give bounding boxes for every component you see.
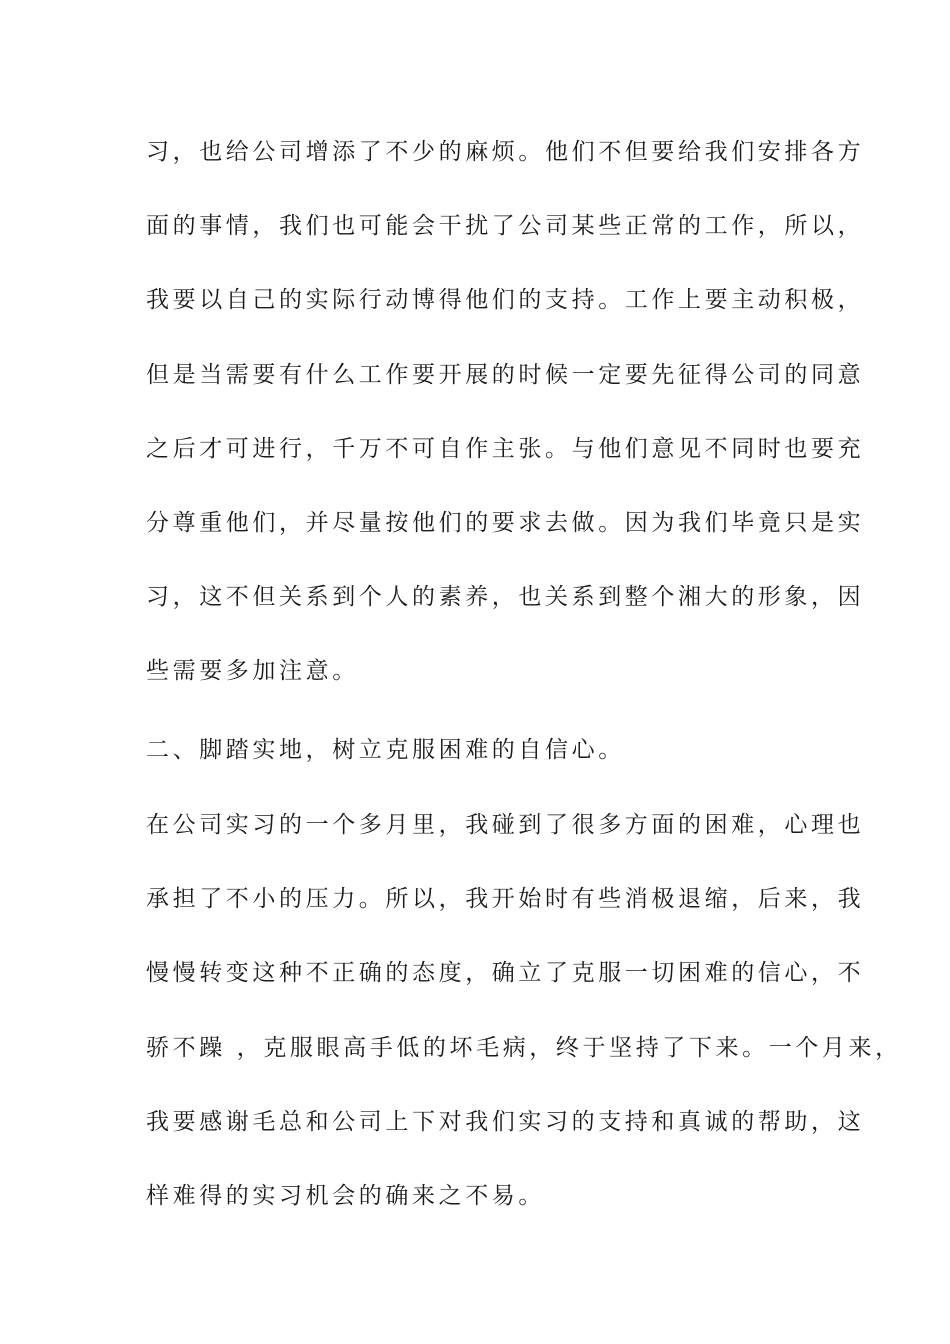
text-line: 在公司实习的一个多月里，我碰到了很多方面的困难，心理也 xyxy=(146,812,865,838)
text-line: 但是当需要有什么工作要开展的时候一定要先征得公司的同意 xyxy=(146,362,865,388)
text-line: 我要以自己的实际行动博得他们的支持。工作上要主动积极， xyxy=(146,287,865,313)
text-line: 骄不躁 ，克服眼高手低的坏毛病，终于坚持了下来。一个月来， xyxy=(146,1035,902,1061)
section-heading: 二、脚踏实地，树立克服困难的自信心。 xyxy=(146,737,625,763)
text-line: 我要感谢毛总和公司上下对我们实习的支持和真诚的帮助，这 xyxy=(146,1109,865,1135)
text-line: 承担了不小的压力。所以，我开始时有些消极退缩，后来，我 xyxy=(146,886,865,912)
text-line: 之后才可进行，千万不可自作主张。与他们意见不同时也要充 xyxy=(146,436,865,462)
text-line: 样难得的实习机会的确来之不易。 xyxy=(146,1183,545,1209)
text-line: 习，这不但关系到个人的素养，也关系到整个湘大的形象，因 xyxy=(146,584,865,610)
text-line: 习，也给公司增添了不少的麻烦。他们不但要给我们安排各方 xyxy=(146,139,865,165)
text-line: 些需要多加注意。 xyxy=(146,658,359,684)
text-line: 慢慢转变这种不正确的态度，确立了克服一切困难的信心，不 xyxy=(146,960,865,986)
text-line: 面的事情，我们也可能会干扰了公司某些正常的工作，所以， xyxy=(146,213,865,239)
text-line: 分尊重他们，并尽量按他们的要求去做。因为我们毕竟只是实 xyxy=(146,510,865,536)
